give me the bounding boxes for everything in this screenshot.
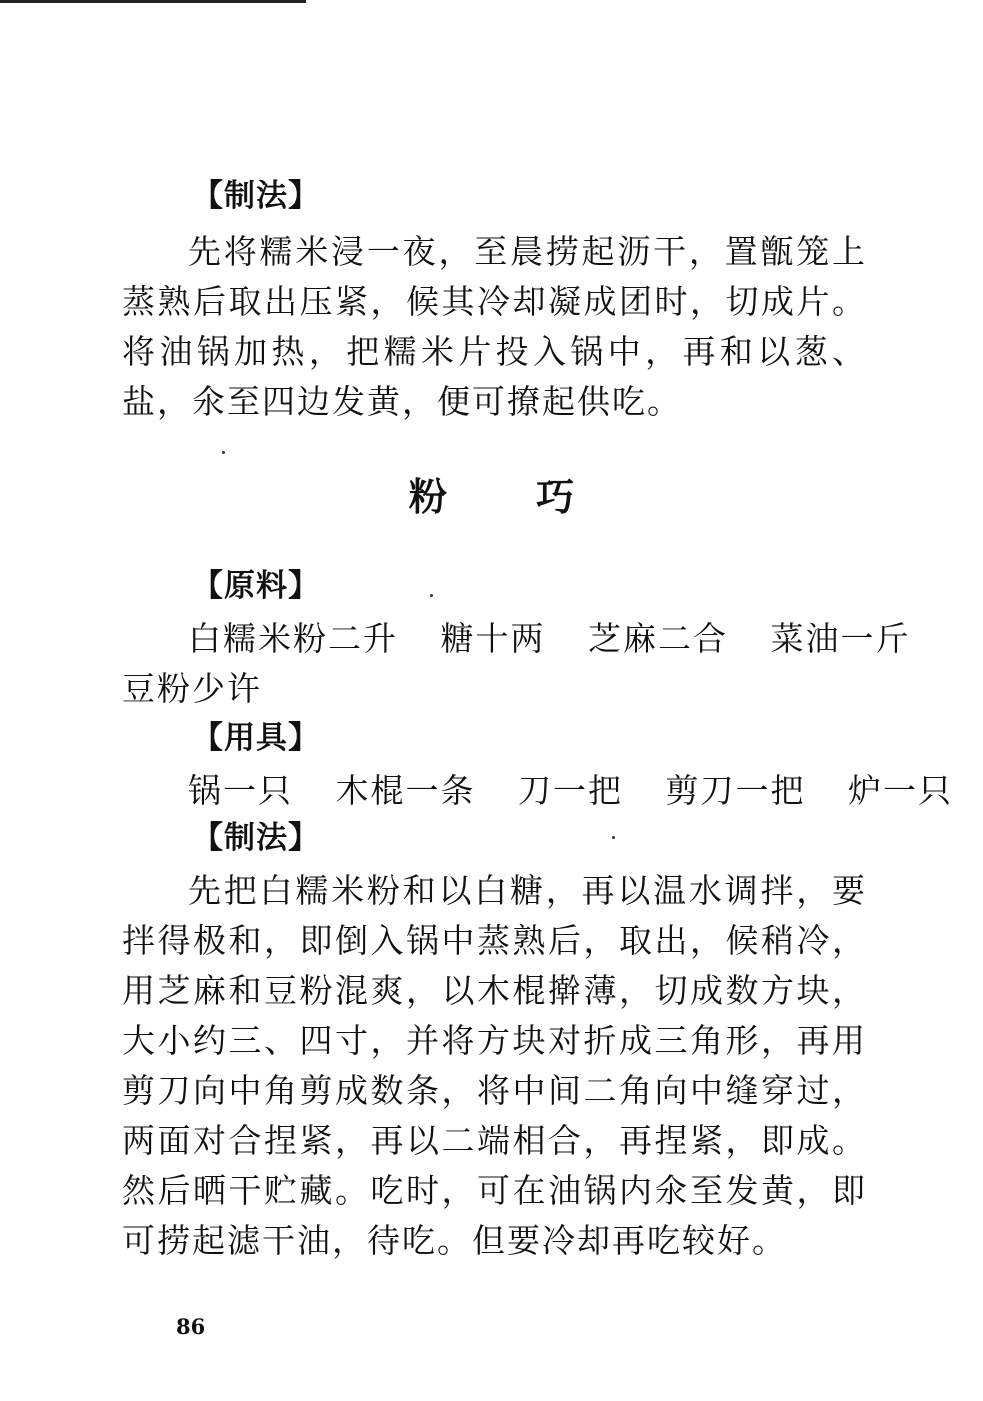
ingredient-item: 豆粉少许 [122, 669, 262, 708]
recipe-title [0, 466, 983, 521]
method-heading: 【制法】 [192, 820, 320, 856]
method-heading: 【制法】 [192, 178, 320, 214]
ingredients-list [188, 614, 911, 664]
tool-item: 锅一只 [188, 771, 293, 810]
page-number: 86 [176, 1314, 206, 1339]
top-rule [0, 0, 306, 3]
recipe-title-char: 粉 [408, 474, 447, 519]
ingredient-item: 芝麻二合 [588, 619, 728, 658]
method-paragraph: 先将糯米浸一夜，至晨捞起沥干，置甑笼上蒸熟后取出压紧，候其冷却凝成团时，切成片。将油锅加热，把糯米片投入锅中，再和以葱、盐，氽至四边发黄，便可撩起供吃。 [122, 232, 867, 421]
tools-heading: 【用具】 [192, 720, 320, 756]
tool-item: 木棍一条 [335, 771, 476, 810]
ingredients-heading: 【原料】 [192, 568, 320, 604]
print-speck [222, 451, 225, 454]
ingredient-item: 菜油一斤 [770, 619, 911, 658]
section-method-previous [122, 176, 867, 427]
tool-item: 刀一把 [518, 771, 623, 810]
ingredient-item: 白糯米粉二升 [188, 619, 398, 658]
method-paragraph: 先把白糯米粉和以白糖，再以温水调拌，要拌得极和，即倒入锅中蒸熟后，取出，候稍冷，用芝麻和豆粉混爽，以木棍擀薄，切成数方块，大小约三、四寸，并将方块对折成三角形，再用剪刀向中角剪成数条，将中间二角向中缝穿过，两面对合捏紧，再以二端相合，再捏紧，即成。然后晒干贮藏。吃时，可在油锅内氽至发黄，即可捞起滤干油，待吃。但要冷却再吃较好。 [122, 871, 867, 1260]
tool-item: 剪刀一把 [665, 771, 806, 810]
tool-item: 炉一只 [848, 771, 953, 810]
recipe-title-char: 巧 [536, 474, 575, 519]
recipe-body [122, 566, 953, 1266]
tools-list [188, 766, 953, 816]
ingredient-item: 糖十两 [440, 619, 546, 658]
